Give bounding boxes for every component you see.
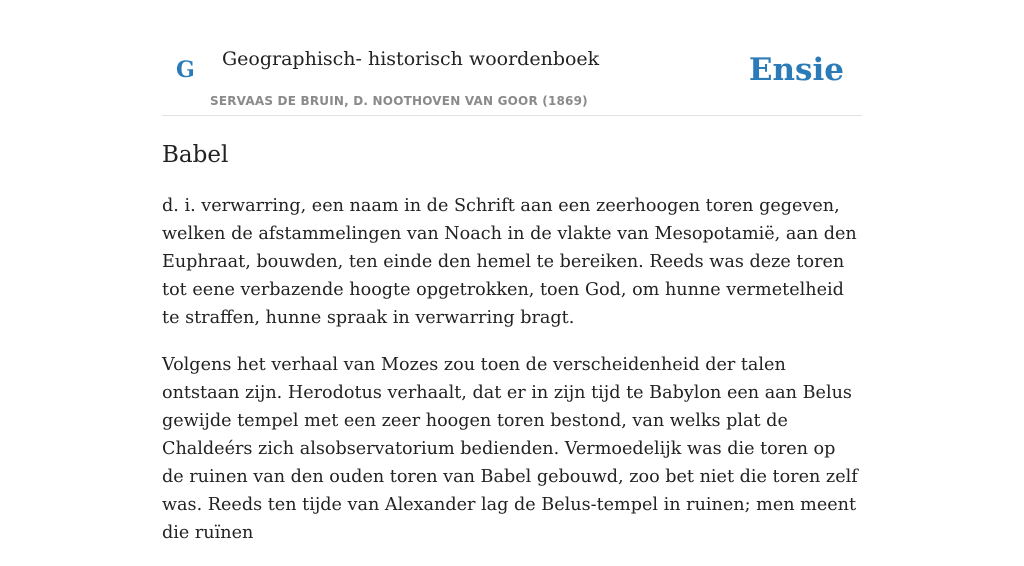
article-paragraph: d. i. verwarring, een naam in de Schrift aan een zeerhoogen toren gegeven, welken de afstammelingen van Noach in de vlakte van Mesopotamië, aan den Euphraat, bouwden, ten einde den hemel te bereiken. Reeds was deze toren tot eene verbazende hoogte opgetrokken, toen God, om hunne vermetelheid te straffen, hunne spraak in verwarring bragt. [162, 196, 857, 328]
article-body [162, 192, 862, 566]
book-title[interactable]: Geographisch- historisch woordenboek [222, 48, 600, 70]
book-letter-icon[interactable]: G [176, 57, 195, 83]
book-header [162, 0, 862, 116]
article-title: Babel [162, 142, 229, 168]
book-author: SERVAAS DE BRUIN, D. NOOTHOVEN VAN GOOR (1869) [210, 94, 588, 108]
article-paragraph: Volgens het verhaal van Mozes zou toen de verscheidenheid der talen ontstaan zijn. Herodotus verhaalt, dat er in zijn tijd te Babylon een aan Belus gewijde tempel met een zeer hoogen toren bestond, van welks plat de Chaldeérs zich alsobservatorium bedienden. Vermoedelijk was die toren op de ruinen van den ouden toren van Babel gebouwd, zoo bet niet die toren zelf was. Reeds ten tijde van Alexander lag de Belus-tempel in ruinen; men meent die ruïnen [162, 355, 858, 543]
brand-logo[interactable]: Ensie [748, 52, 844, 88]
page [162, 0, 862, 543]
